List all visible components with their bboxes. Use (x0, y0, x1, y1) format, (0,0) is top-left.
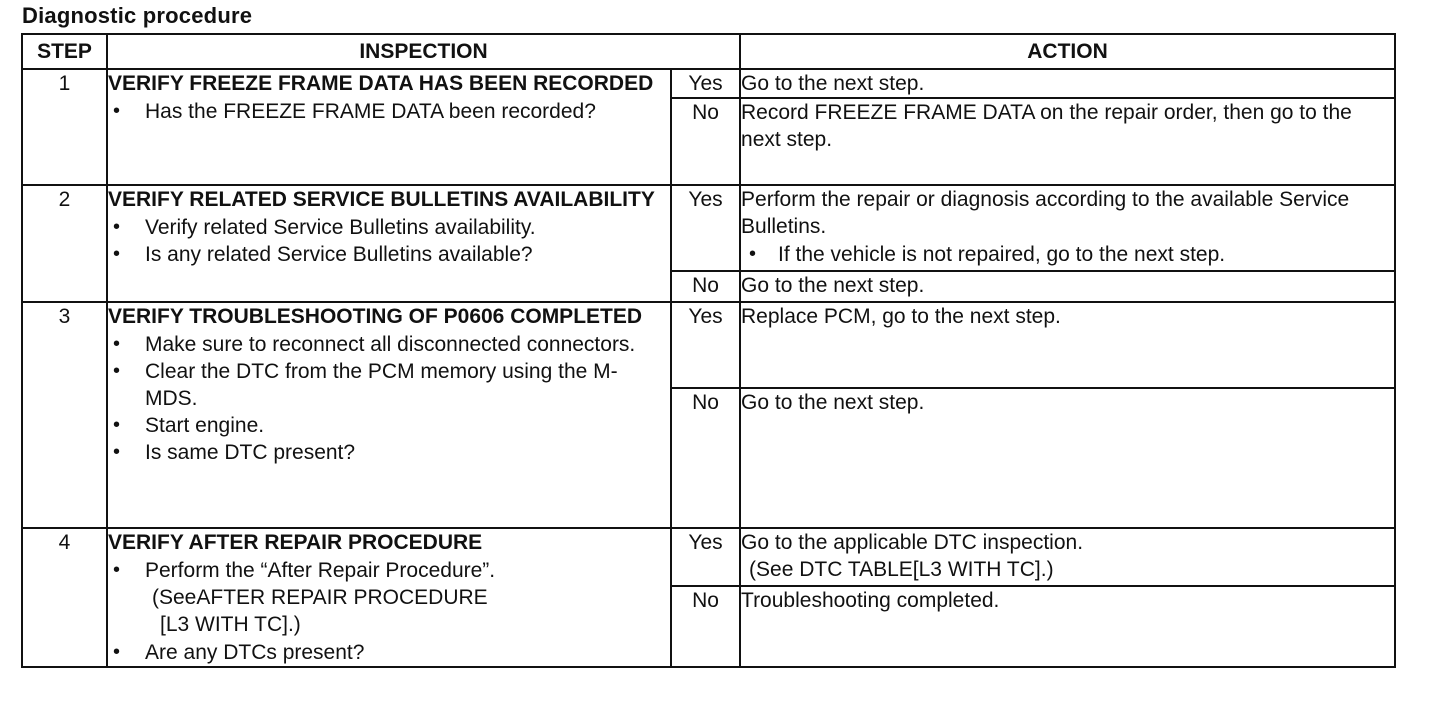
inspection-title: VERIFY RELATED SERVICE BULLETINS AVAILABILITY (108, 188, 655, 211)
inspection-bullet: • Verify related Service Bulletins availability. (108, 214, 670, 241)
inspection-bullet: • Has the FREEZE FRAME DATA been recorded? (108, 98, 670, 125)
step-number: 1 (22, 69, 107, 185)
inspection-bullet: • Is any related Service Bulletins available? (108, 241, 670, 268)
step-number: 4 (22, 528, 107, 667)
no-label: No (671, 98, 740, 185)
yes-action-cell (740, 528, 1395, 586)
yes-label: Yes (671, 528, 740, 586)
step-number: 2 (22, 185, 107, 302)
table-row (22, 528, 1395, 586)
no-label: No (671, 388, 740, 528)
yes-action-cell (740, 185, 1395, 271)
action-bullet: • If the vehicle is not repaired, go to the next step. (741, 241, 1394, 268)
table-row (22, 302, 1395, 388)
reference-link[interactable]: [L3 WITH TC].) (160, 613, 301, 636)
yes-action: Go to the next step. (740, 69, 1395, 98)
inspection-bullets (108, 214, 670, 268)
page-title: Diagnostic procedure (22, 3, 253, 28)
no-action: Go to the next step. (740, 271, 1395, 302)
yes-label: Yes (671, 302, 740, 388)
yes-action: Replace PCM, go to the next step. (740, 302, 1395, 388)
inspection-title: VERIFY FREEZE FRAME DATA HAS BEEN RECORDED (108, 72, 654, 95)
inspection-title: VERIFY TROUBLESHOOTING OF P0606 COMPLETED (108, 305, 643, 328)
inspection-bullets (108, 557, 670, 584)
yes-label: Yes (671, 69, 740, 98)
yes-action: Perform the repair or diagnosis according to the available Service Bulletins. (741, 188, 1350, 238)
inspection-column-header: INSPECTION (107, 34, 740, 69)
table-row (22, 69, 1395, 98)
inspection-bullet: • Perform the “After Repair Procedure”. (108, 557, 670, 584)
step-column-header: STEP (22, 34, 107, 69)
inspection-cell (107, 69, 671, 185)
inspection-cell (107, 185, 671, 302)
inspection-bullet: • Make sure to reconnect all disconnected connectors. (108, 331, 670, 358)
no-action: Record FREEZE FRAME DATA on the repair order, then go to the next step. (740, 98, 1395, 185)
yes-label: Yes (671, 185, 740, 271)
inspection-bullet: • Start engine. (108, 412, 670, 439)
reference-link[interactable]: (SeeAFTER REPAIR PROCEDURE (152, 586, 488, 609)
no-action: Go to the next step. (740, 388, 1395, 528)
inspection-bullets (108, 98, 670, 125)
yes-action: Go to the applicable DTC inspection. (741, 531, 1084, 554)
inspection-title: VERIFY AFTER REPAIR PROCEDURE (108, 531, 483, 554)
action-column-header: ACTION (740, 34, 1395, 69)
no-action: Troubleshooting completed. (740, 586, 1395, 667)
inspection-cell (107, 302, 671, 528)
reference-link[interactable]: (See DTC TABLE[L3 WITH TC].) (749, 558, 1054, 581)
inspection-bullets (108, 331, 670, 466)
table-row (22, 185, 1395, 271)
diagnostic-procedure-table (21, 33, 1396, 668)
no-label: No (671, 586, 740, 667)
inspection-bullet: • Are any DTCs present? (108, 639, 670, 666)
inspection-bullet: • Clear the DTC from the PCM memory using the M-MDS. (108, 358, 670, 412)
inspection-bullet: • Is same DTC present? (108, 439, 670, 466)
step-number: 3 (22, 302, 107, 528)
action-bullets (741, 241, 1394, 268)
inspection-cell (107, 528, 671, 667)
inspection-bullets (108, 639, 670, 666)
table-header-row (22, 34, 1395, 69)
no-label: No (671, 271, 740, 302)
